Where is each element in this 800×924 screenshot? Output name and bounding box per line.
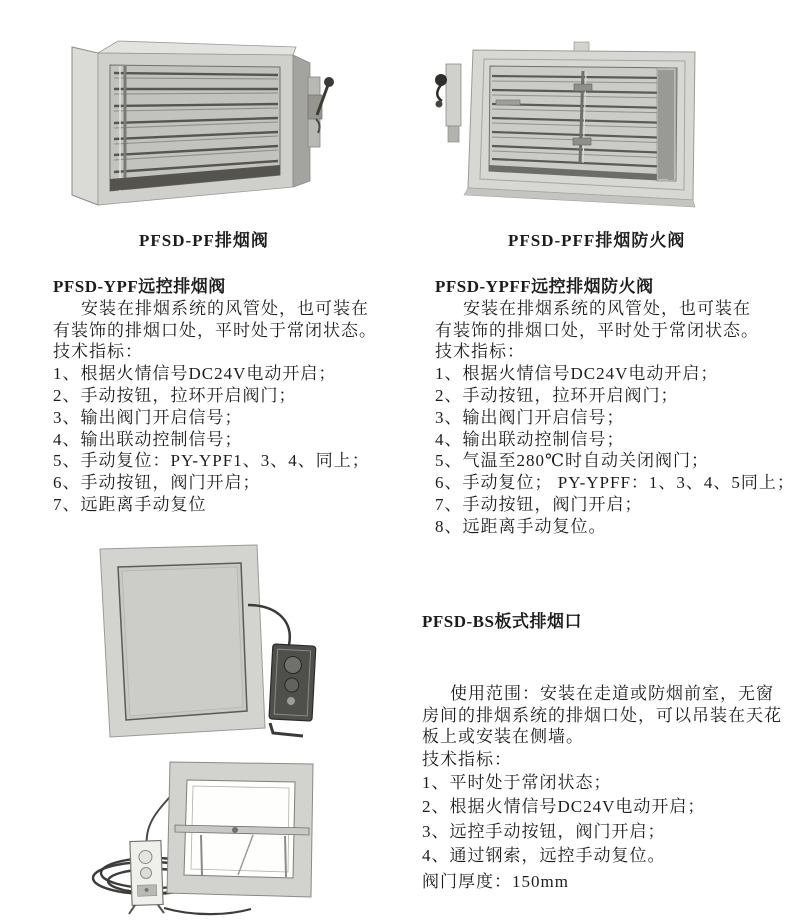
remote-control-box [130,840,163,905]
remote-button [284,656,302,674]
ypff-heading: PFSD-YPFF远控排烟防火阀 [435,277,654,296]
remote-control-box [269,644,316,721]
spec-item: 6、手动按钮，阀门开启； [53,473,261,493]
pfsd-pf-photo [70,33,340,218]
remote-button [140,867,151,878]
ypff-section [435,276,795,538]
box-foot [129,905,135,914]
spec-item: 4、输出联动控制信号； [435,429,625,449]
bs-spec-list [422,771,790,869]
mounting-bracket [270,723,303,736]
spec-item: 1、根据火情信号DC24V电动开启； [435,364,719,384]
ypf-spec-list [53,363,383,516]
ypf-intro: 安装在排烟系统的风管处，也可装在有装饰的排烟口处，平时处于常闭状态。 [53,298,377,340]
ypf-heading: PFSD-YPF远控排烟阀 [53,277,226,296]
pfsd-pff-photo [428,38,708,213]
actuator-mechanism [435,64,461,142]
spec-item: 3、输出阀门开启信号； [435,407,625,427]
spec-item: 3、远控手动按钮，阀门开启； [422,821,666,841]
bs-section [422,611,790,895]
lever-ball-knob [435,74,447,86]
ypff-intro: 安装在排烟系统的风管处，也可装在有装饰的排烟口处，平时处于常闭状态。 [435,298,759,340]
bs-usage: 使用范围：安装在走道或防烟前室，无窗房间的排烟系统的排烟口处，可以吊装在天花板上或安装在侧墙。 [422,684,782,746]
ypff-spec-list [435,363,795,537]
bs-spec-title: 技术指标： [422,749,512,769]
pfsd-pff-caption: PFSD-PFF排烟防火阀 [508,231,686,250]
vent-panel [100,545,265,737]
ypff-spec-title: 技术指标： [435,342,525,362]
ypf-section [53,276,383,516]
bs-thickness: 阀门厚度：150mm [422,871,569,891]
spec-item: 1、平时处于常闭状态； [422,772,612,792]
blade-end-strip [657,68,676,181]
bs-heading: PFSD-BS板式排烟口 [422,612,582,631]
remote-button [139,850,152,863]
spec-item: 1、根据火情信号DC24V电动开启； [53,364,337,384]
spec-item: 4、输出联动控制信号； [53,429,243,449]
box-foot [158,905,164,913]
lever-ball-knob [324,77,334,87]
spec-item: 7、手动按钮，阀门开启； [435,494,643,514]
spec-item: 2、手动按钮，拉环开启阀门； [435,385,679,405]
bs-panel-photo [88,543,323,748]
spec-item: 4、通过钢索，远控手动复位。 [422,846,666,865]
actuator-mechanism [308,77,334,147]
spec-item: 8、远距离手动复位。 [435,516,607,536]
spec-item: 2、根据火情信号DC24V电动开启； [422,797,706,816]
spec-item: 5、手动复位：PY-YPF1、3、4、同上； [53,451,370,471]
pfsd-pf-caption: PFSD-PF排烟阀 [139,231,269,250]
remote-button [284,678,299,693]
spec-item: 5、气温至280℃时自动关闭阀门； [435,451,710,471]
side-panel [293,55,310,187]
spec-item: 7、远距离手动复位 [53,494,207,514]
spec-item: 6、手动复位； PY-YPFF：1、3、4、5同上； [435,473,795,493]
cable-tail [164,908,251,914]
bs-frame-photo [85,757,360,922]
spec-item: 3、输出阀门开启信号； [53,407,243,427]
ypf-spec-title: 技术指标： [53,342,143,362]
spec-item: 2、手动按钮，拉环开启阀门； [53,385,297,405]
